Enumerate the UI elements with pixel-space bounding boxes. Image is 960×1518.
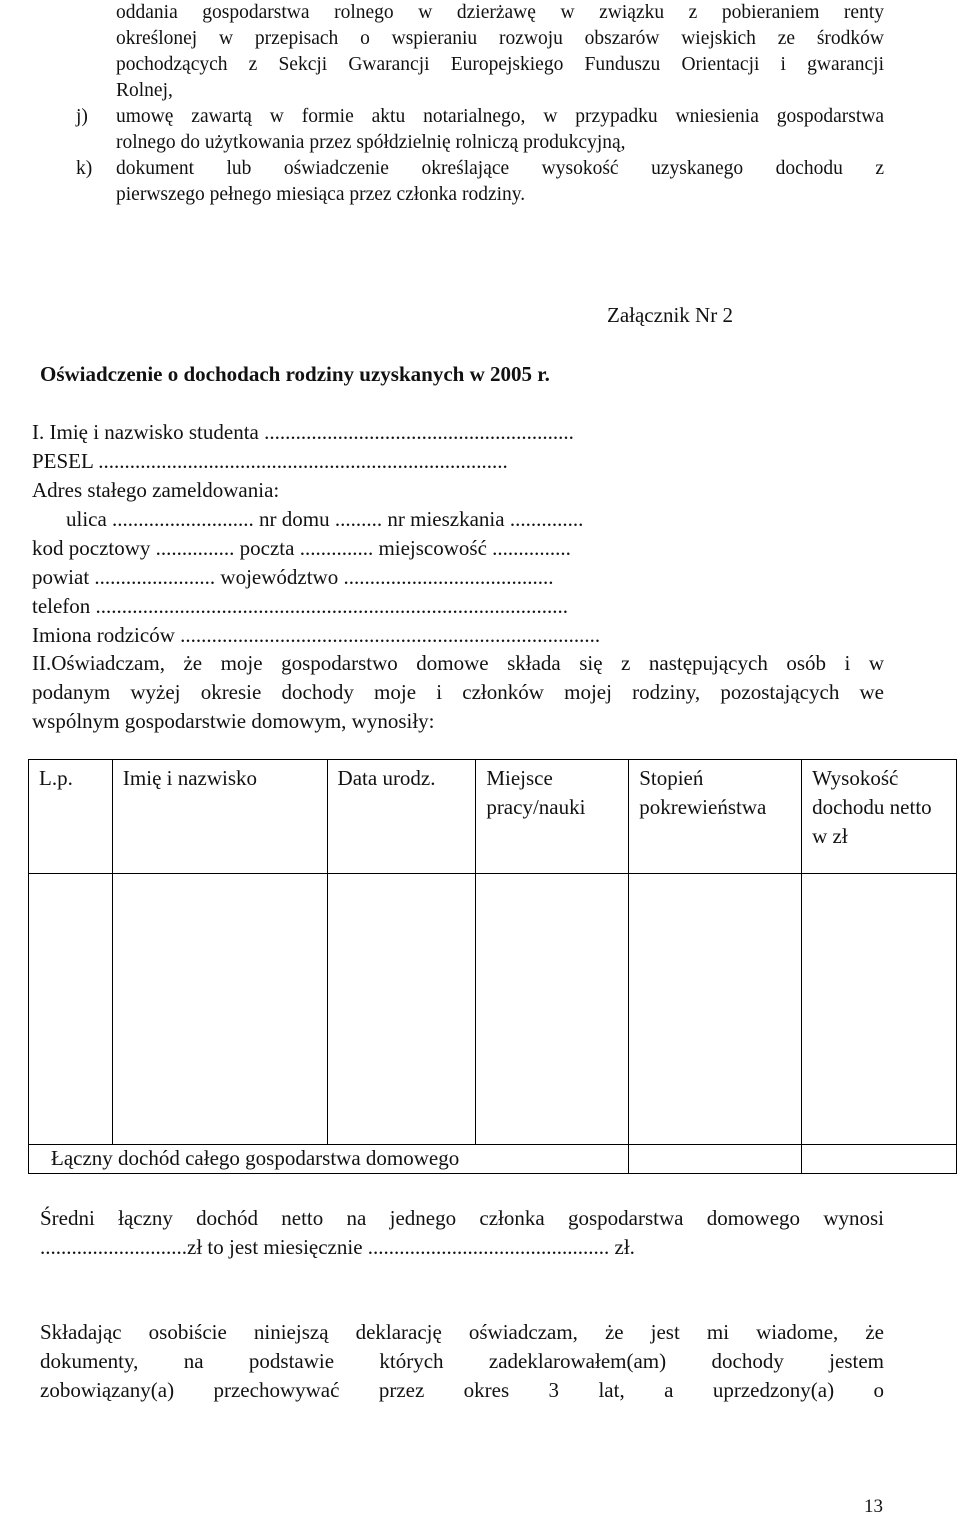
table-total-row (29, 1145, 957, 1174)
page-number: 13 (864, 1496, 883, 1517)
continuation-line: pochodzących z Sekcji Gwarancji Europejskiego Funduszu Orientacji i gwarancji (116, 54, 884, 75)
section-2-line: wspólnym gospodarstwie domowym, wynosiły: (32, 709, 435, 733)
header-cell-name: Imię i nazwisko (112, 760, 327, 874)
total-value-cell[interactable] (802, 1145, 957, 1174)
phone-field[interactable]: telefon .......................................................................................... (32, 594, 569, 618)
total-label: Łączny dochód całego gospodarstwa domowego (29, 1145, 629, 1174)
street-field[interactable]: ulica ........................... nr domu ......... nr mieszkania .............. (66, 507, 584, 531)
declaration-line: Składając osobiście niniejszą deklarację oświadczam, że jest mi wiadome, że (40, 1320, 884, 1344)
item-line: dokument lub oświadczenie określające wysokość uzyskanego dochodu z (116, 158, 884, 179)
section-2-line: II.Oświadczam, że moje gospodarstwo domowe składa się z następujących osób i w (32, 651, 884, 675)
annex-label: Załącznik Nr 2 (607, 303, 733, 327)
average-line: ............................zł to jest miesięcznie .............................................. zł. (40, 1235, 635, 1259)
continuation-line: określonej w przepisach o wspieraniu rozwoju obszarów wiejskich ze środków (116, 28, 884, 49)
header-cell-birth-date: Data urodz. (327, 760, 476, 874)
header-cell-lp: L.p. (29, 760, 113, 874)
table-cell[interactable] (629, 874, 802, 1145)
address-heading: Adres stałego zameldowania: (32, 478, 280, 502)
student-name-field[interactable]: I. Imię i nazwisko studenta ........................................................... (32, 420, 574, 444)
county-field[interactable]: powiat ....................... województwo ........................................ (32, 565, 554, 589)
table-cell[interactable] (327, 874, 476, 1145)
header-cell-income: Wysokość dochodu netto w zł (802, 760, 957, 874)
item-line: umowę zawartą w formie aktu notarialnego, w przypadku wniesienia gospodarstwa (116, 106, 884, 127)
declaration-line: zobowiązany(a) przechowywać przez okres 3 lat, a uprzedzony(a) o (40, 1378, 884, 1402)
page-title: Oświadczenie o dochodach rodziny uzyskanych w 2005 r. (40, 362, 550, 386)
header-cell-relationship: Stopień pokrewieństwa (629, 760, 802, 874)
item-line: rolnego do użytkowania przez spółdzielnię rolniczą produkcyjną, (116, 132, 626, 153)
table-cell[interactable] (802, 874, 957, 1145)
item-line: pierwszego pełnego miesiąca przez członka rodziny. (116, 184, 526, 205)
pesel-field[interactable]: PESEL .............................................................................. (32, 449, 508, 473)
average-line: Średni łączny dochód netto na jednego członka gospodarstwa domowego wynosi (40, 1206, 884, 1230)
table-cell[interactable] (476, 874, 629, 1145)
item-label: k) (76, 158, 93, 179)
table-cell[interactable] (629, 1145, 802, 1174)
table-cell[interactable] (29, 874, 113, 1145)
item-label: j) (76, 106, 88, 127)
postal-code-field[interactable]: kod pocztowy ............... poczta .............. miejscowość ............... (32, 536, 571, 560)
household-income-table (28, 759, 957, 1174)
table-cell[interactable] (112, 874, 327, 1145)
declaration-line: dokumenty, na podstawie których zadeklarowałem(am) dochody jestem (40, 1349, 884, 1373)
section-2-line: podanym wyżej okresie dochody moje i członków mojej rodziny, pozostających we (32, 680, 884, 704)
continuation-line: oddania gospodarstwa rolnego w dzierżawę w związku z pobieraniem renty (116, 2, 884, 23)
continuation-line: Rolnej, (116, 80, 173, 101)
header-cell-workplace: Miejsce pracy/nauki (476, 760, 629, 874)
table-row[interactable] (29, 874, 957, 1145)
table-header-row (29, 760, 957, 874)
parents-names-field[interactable]: Imiona rodziców ................................................................................ (32, 623, 601, 647)
